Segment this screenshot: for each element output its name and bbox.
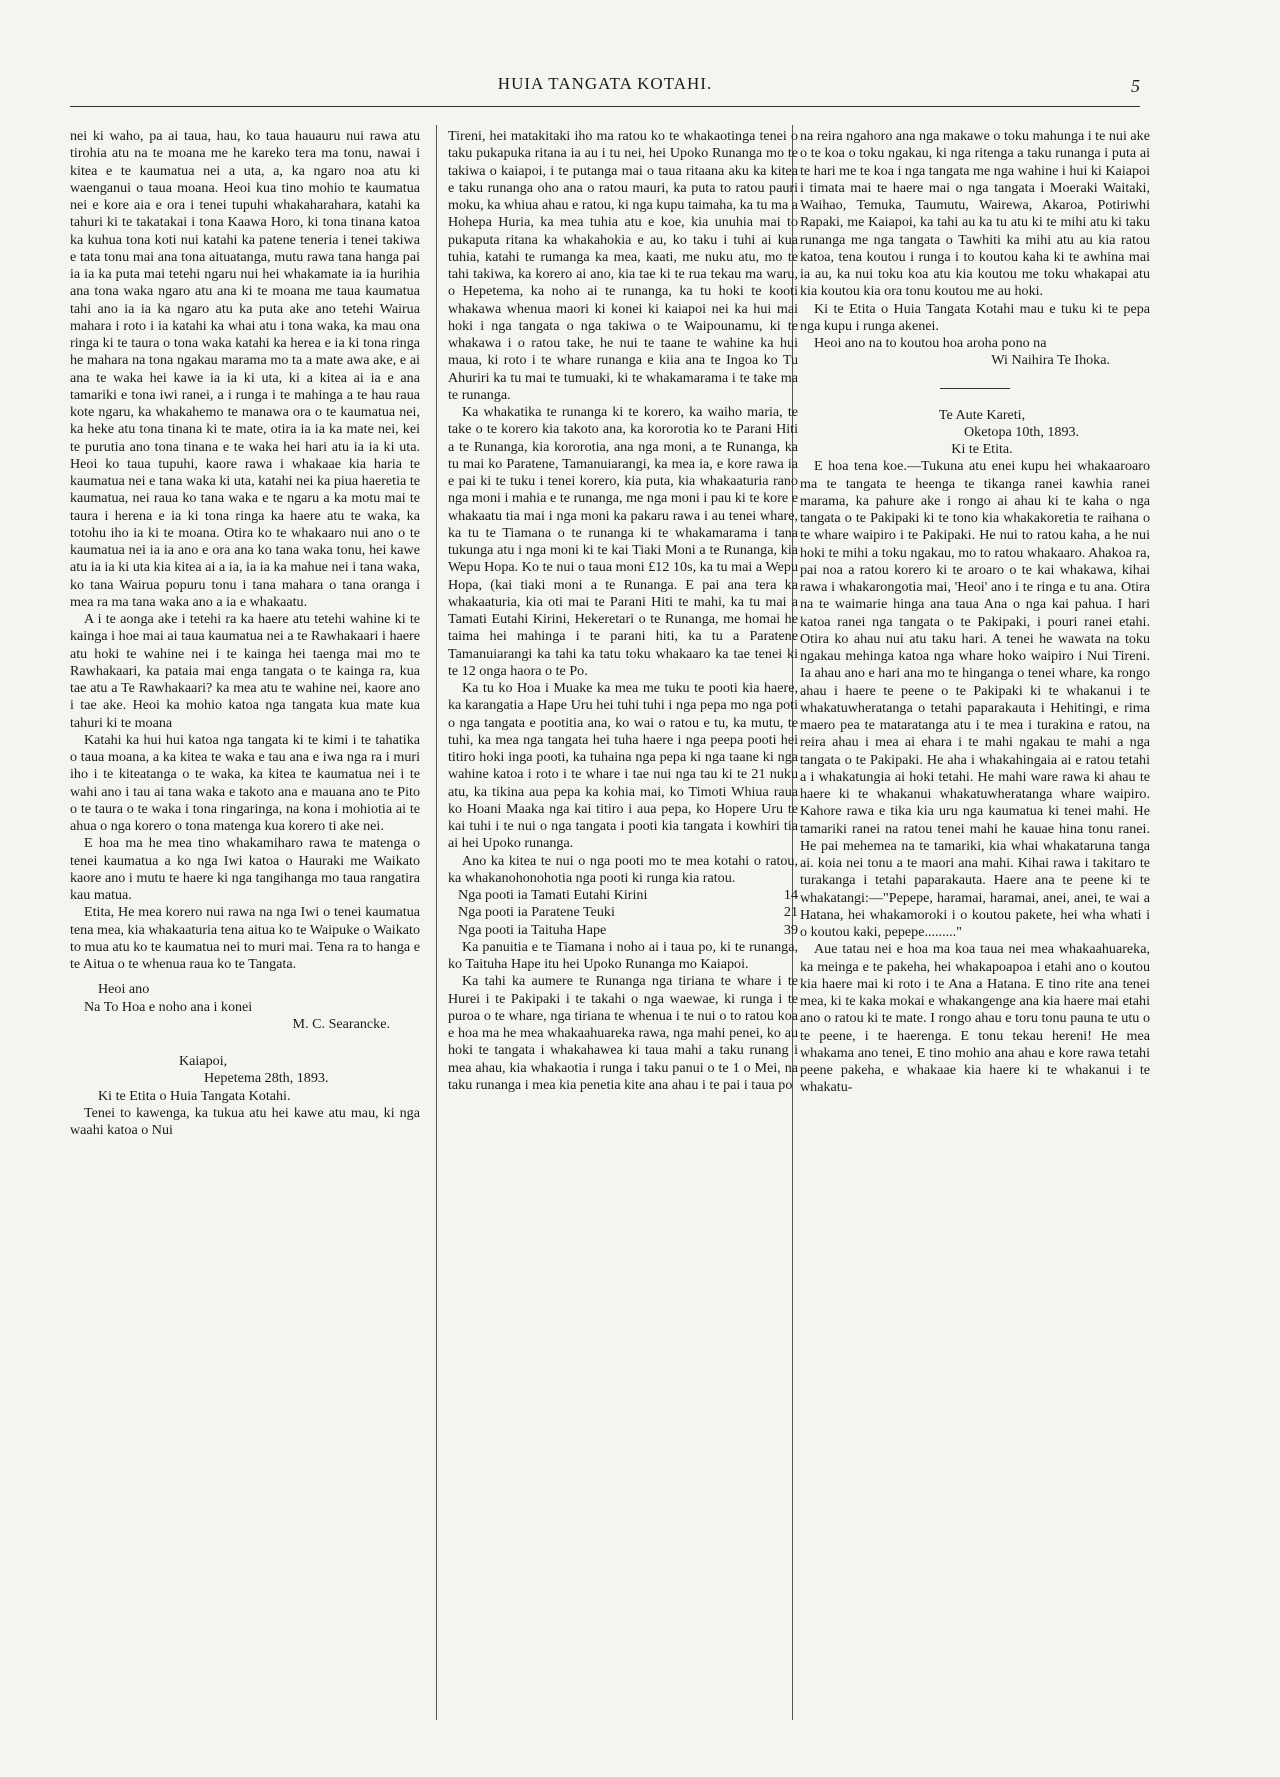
paragraph: Tenei to kawenga, ka tukua atu hei kawe atu mau, ki nga waahi katoa o Nui bbox=[70, 1104, 420, 1138]
salutation: Ki te Etita. bbox=[951, 441, 1013, 457]
closing-line: Na To Hoa e noho ana i konei bbox=[84, 998, 253, 1015]
poll-result-row bbox=[458, 922, 798, 939]
paragraph: na reira ngahoro ana nga makawe o toku mahunga i te nui ake o te koa o toku ngakau, ki nga ritenga a taku runanga i puta ai te hari me te koa i nga tangata me nga wahine i hui ki Kaiapoi i timata mai te haere mai o nga tangata i Moeraki Waitaki, Waihao, Temuka, Taumutu, Wairewa, Akaroa, Potiriwhi Rapaki, me Kaiapoi, ka tahi au ka tu atu ki te mihi atu ki taku runanga me nga tangata o Tawhiti ka mihi atu au kia ratou katoa, tena koutou i runga i to koutou kaha ki te awhina mai ia au, ka nui toku koa atu kia koutou me toku whakapai atu kia koutou kia ora tonu koutou me au hoki. bbox=[800, 128, 1150, 300]
column-1 bbox=[70, 128, 420, 1728]
page-header bbox=[70, 74, 1140, 108]
signature: M. C. Searancke. bbox=[292, 1015, 390, 1032]
poll-count: 21 bbox=[783, 904, 798, 921]
poll-label: Nga pooti ia Taituha Hape bbox=[458, 921, 607, 938]
paragraph: E hoa ma he mea tino whakamiharo rawa te matenga o tenei kaumatua a ko nga Iwi katoa o Hauraki me Waikato kaore ano i mutu te haere ki nga tangihanga mo taua rangatira kau matua. bbox=[70, 835, 420, 903]
signature: Wi Naihira Te Ihoka. bbox=[991, 352, 1110, 369]
closing-line: Heoi ano bbox=[98, 981, 150, 998]
paragraph: Ka whakatika te runanga ki te korero, ka waiho maria, te take o te korero kia takoto ana, ka kororotia ko te Parani Hiti a te Runanga, kia kororotia, ana nga moni, a te Runanga, ka tu mai ko Paratene, Tamanuiarangi, ka mea ia, e kore rawa ia e pai ki te tuku i tenei korero, kia puta, kia whakaaturia rano nga moni i mahia e te runanga, me nga moni i pau ki te kore e whakaatu tia mai i nga moni ka pakaru rawa i au tenei whare, ka tu te Tiamana o te runanga ki te whakamarama i tana tukunga atu i nga moni ki te kai Tiaki Moni a te Runanga, kia Wepu Hopa. Ko te nui o taua moni £12 10s, ka tu mai a Wepu Hopa, (kai tiaki moni a te Runanga. E pai ana tera ka whakaaturia, kia oti mai te Parani Hiti te mahi, ka tu mai a Tamati Eutahi Kirini, Hekeretari o te Runanga, me homai he taima hei mahinga i te parani hiti, ka tu a Paratene Tamanuiarangi ka tahi ka tatu toku whakaaro ka tae tenei ki te 12 onga haora o te Po. bbox=[448, 404, 798, 679]
paragraph: Etita, He mea korero nui rawa na nga Iwi o tenei kaumatua tena mea, kia whakaaturia tena aitua ko te Waipuke o Waikato to mua atu ko te kaumatua nei to muri mai. Tena ra to hanga e te Aitua o te whenua raua ko te Tangata. bbox=[70, 904, 420, 972]
page-number: 5 bbox=[1131, 76, 1140, 96]
poll-result-row bbox=[458, 887, 798, 904]
paragraph: Katahi ka hui hui katoa nga tangata ki te kimi i te tahatika o taua moana, a ka kitea te waka e tau ana e iwa nga ra i muri iho i te kiteatanga o te waka, ka kitea te kaumatua nei i te wahi ano i tau ai tana waka e takoto ana e mauana ano te Pito o te taura o te waka i tona ringaringa, na kona i mohiotia ai te ahua o nga korero o tona matenga kua korero ti ake nei. bbox=[70, 731, 420, 834]
poll-count: 39 bbox=[783, 921, 798, 938]
paragraph: Ki te Etita o Huia Tangata Kotahi mau e tuku ki te pepa nga kupu i runga akenei. bbox=[800, 300, 1150, 334]
letter-date: Hepetema 28th, 1893. bbox=[204, 1070, 329, 1087]
letter-date: Oketopa 10th, 1893. bbox=[964, 423, 1080, 440]
paragraph: Ka tu ko Hoa i Muake ka mea me tuku te pooti kia haere, ka karangatia a Hape Uru hei tuhi tuhi i nga pepa mo nga poti o nga tangata e pootitia ana, ko wai o ratou e tu, ka mutu, te tuhi, ka mea nga tangata hei tuha haere i nga peepa pooti hei titiro hoki inga pooti, ka tuhaina nga pepa ki nga taane ki nga wahine katoa i roto i te whare i tae nui nga tau ki te 21 nuku atu, ka tikina aua pepa ka kohia mai, ko Timoti Whiua raua ko Hoani Maaka nga kai titiro i aua pepa, ko Hopere Uru te kai tuhi i te nui o nga tangata i pooti kia tangata i kowhiri tia ai hei Upoko runanga. bbox=[448, 680, 798, 852]
header-rule bbox=[70, 106, 1140, 107]
paragraph: A i te aonga ake i tetehi ra ka haere atu tetehi wahine ki te kainga i hoe mai ai taua kaumatua nei a te Rawhakaari i haere atu hoki te wahine nei i te kainga hei taenga mai mo te Rawhakaari, ka pataia mai enga tangata o te kainga ra, kua tae atu a Te Rawhakaari? ka mea atu te wahine nei, kaore ano i tae ake. Heoi ka mohio katoa nga tangata kua mate kua tahuri ki te moana bbox=[70, 611, 420, 731]
paragraph: Aue tatau nei e hoa ma koa taua nei mea whakaahuareka, ka meinga e te pakeha, hei whakapoapoa i etahi ano o koutou kia haere mai ki roto i te Ana a Hatana. E tino rite ana tenei mea, ki te kaka mokai e whakangenge ana kia haere mai etahi ano o ratou ki te mate. I rongo ahau e toru tonu pauna te utu o te peene, i te haerenga. E tonu tekau hereni! He mea whakama ano tenei, E tino mohio ana ahau e kore rawa tetahi peene pakeha, e whakaae kia haere ki te whakanui i te whakatu- bbox=[800, 941, 1150, 1096]
section-divider bbox=[940, 388, 1010, 389]
addressee: Ki te Etita o Huia Tangata Kotahi. bbox=[98, 1087, 291, 1104]
newspaper-title: HUIA TANGATA KOTAHI. bbox=[497, 74, 713, 93]
paragraph: Tireni, hei matakitaki iho ma ratou ko te whakaotinga tenei o taku pukapuka ritana ia au i tu nei, hei Upoko Runanga mo te takiwa o kaiapoi, i te putanga mai o taua ritaana aku ka kitea e taku runanga oho ana o ratou mauri, ka puta to ratou pauri moku, ka whiua ahau e ratou, ki nga kupu taimaha, ka tu ma a Hohepa Huria, ka mea tuhia atu e koe, kia unuhia mai to pukaputa ritana ka whakahokia e au, ko taku i tuhi ai kua tuhia, katahi te rumanga ka mea, kaati, me nuku atu, mo te tahi takiwa, ka korero ai ano, kia tae ki te rua tekau ma waru, o Hepetema, ka noho ai te runanga, ka tu hoki te kooti whakawa whenua maori ki konei ki kaiapoi nei ka hui mai hoki i nga tangata o nga takiwa o te Waipounamu, ki te whakawa i o ratou take, he nui te taane te wahine ka hui maua, ki roto i te whare runanga e kiia ana te Ingoa ko Tu Ahuriri ka tu mai te tumuaki, ki te whakamarama i te take ma te runanga. bbox=[448, 128, 798, 403]
poll-label: Nga pooti ia Tamati Eutahi Kirini bbox=[458, 887, 648, 903]
paragraph: nei ki waho, pa ai taua, hau, ko taua hauauru nui rawa atu tirohia atu na te moana me he kareko tera ma tonu, nawai i kitea e te kaumatua nei a uta, a, ka ngaro noa atu ki waenganui o taua moana. Heoi kua tino mohio te kaumatua nei e kore aia e ora i tenei tupuhi whakaharahara, katahi ka tahuri ki te takatakai i tona Kaawa Horo, ki tona tinana katoa ka kuhua tona koti nui katahi ka patene teneria i tenei takiwa e tata tonu mai ana tona aituatanga, mutu rawa tana hanga pai ia ia ka puta mai tetehi ngaru nui hei whakamate ia ia hurihia ana tona waka ngaro atu ana ki te moana me taua kaumatua tahi ano ia ia ka ngaro atu ka puta ake ano tetehi Wairua mahara i roto i ia katahi ka whai atu i tona waka, ka mau ona ringa ki te taura o tona waka katahi ka herea e ia ki tona ringa he mahara na tona ngakau marama mo ta a mate awa ake, e ai ana te waka hei kawe ia ia ki uta, ki a kitea ai ia e ana tamariki e tona iwi ranei, a i runga i te mahinga a te hau raua kote ngaru, ka whakahemo te manawa ora o te kaumatua nei, ka heke atu tona tinana ki te mate, otira ia ia ka mate nei, kei te purutia ano tona tinana e te waka hei hari atu ia ia ki uta. Heoi ko taua tupuhi, kaore rawa i whakaae kia haria te kaumatua nei e tana waka ki uta, katahi nei ka piua haeretia te kaumatua, nei raua ko tana waka e te ngaru a ka motu mai te taura i herena e ia ki tona ringa ka haere atu te waka, ka totohu iho ia ki te moana. Otira ko te whakaaro nui ano o te kaumatua nei ia ia ano e ora ana ko tana waka tonu, hei kawe atu ia ia ki uta kia kitea ai a ia, ia ia ka mahue nei i tana waka, ko tana Wairua popuru tonu i tana mahara o tana oranga i mea ra ma tana waka ano a ia e whakaatu. bbox=[70, 128, 420, 610]
column-2 bbox=[448, 128, 798, 1728]
poll-label: Nga pooti ia Paratene Teuki bbox=[458, 904, 615, 921]
paragraph: Ka panuitia e te Tiamana i noho ai i taua po, ki te runanga, ko Taituha Hape itu hei Upoko Runanga mo Kaiapoi. bbox=[448, 938, 798, 972]
column-divider-1 bbox=[436, 125, 437, 1720]
paragraph: Ka tahi ka aumere te Runanga nga tiriana te whare i te Hurei i te Pakipaki i te takahi o nga waewae, ki runga i te puroa o te whare, nga tiriana te whenua i te nui o to ratou koa e hoa ma he mea whakaahuareka rawa, nga mahi penei, ko au hoki te tangata i whakahawea ki taua mahi a taku runang i mea ahau, kia whakaotia i runga i taku panui o te 1 o Mei, na taku runanga i mea kia penetia kite ana ahau i te pai i taua po bbox=[448, 973, 798, 1093]
letter-place: Kaiapoi, bbox=[179, 1053, 228, 1069]
poll-count: 14 bbox=[783, 887, 798, 903]
paragraph: E hoa tena koe.—Tukuna atu enei kupu hei whakaaroaro ma te tangata te heenga te tikanga ranei kawhia ranei marama, ka pahure ake i rongo ai ahau ki te kaha o nga tangata o te Pakipaki ki te tono kia whakakoretia te raihana o te whare waipiro i te Pakipaki. He nui to ratou kaha, a he nui hoki te mihi a toku ngakau, mo to ratou whakaaro. Ahakoa ra, pai noa a ratou korero ki te aroaro o te kai whakawa, kihai rawa i whakarongotia mai, 'Heoi' ano i te ringa e tu ana. Otira na te waimarie hinga ana taua Ana o nga kai pahua. I hari katoa ranei nga tangata o te Pakipaki, i pouri ranei etahi. Otira ko ahau nui atu taku hari. A tenei he wawata na toku ngakau mehinga katoa nga whare hoko waipiro i Nui Tireni. Ia ahau ano e hari ana mo te hinganga o tenei whare, ka rongo ahau i haere te peene o te Pakipaki ki te whakanui i te whakatuwheratanga o tetahi paparakauta i Hehitingi, e rima maero pea te mataratanga atu i te mea i turakina e ratou, na reira ahau i mea ai ehara i te mahi ngakau te mahi a nga tangata o te Pakipaki. He aha i whakahingaia ai e ratou tetahi a i whakatungia ai hoki tetahi. He mahi ware rawa ki ahau te haere ki te whakanui whakatuwheratanga whare waipiro. Kahore rawa e tika kia uru nga kaumatua ki tenei mahi. He tamariki ranei na ratou tenei mahi he kauae hina tonu ranei. He pai mehemea na te tamariki, kia whai whakataruna tanga ai. koia nei tonu a te maori ana mahi. Kihai rawa i takitaro te turakanga i tetahi paparakauta. Haere ana te peene ki te whakatangi:—"Pepepe, haramai, haramai, anei, anei, te wai a Hatana, hei whakamoroki i o koutou pakete, hei wha whati i o koutou kaki, pepepe........." bbox=[800, 458, 1150, 940]
paragraph: Heoi ano na to koutou hoa aroha pono na bbox=[814, 335, 1047, 351]
letter-place: Te Aute Kareti, bbox=[938, 406, 1026, 423]
column-3 bbox=[800, 128, 1150, 1728]
poll-result-row bbox=[458, 904, 798, 921]
paragraph: Ano ka kitea te nui o nga pooti mo te mea kotahi o ratou, ka whakanohonohotia nga pooti ki runga kia ratou. bbox=[448, 852, 798, 886]
